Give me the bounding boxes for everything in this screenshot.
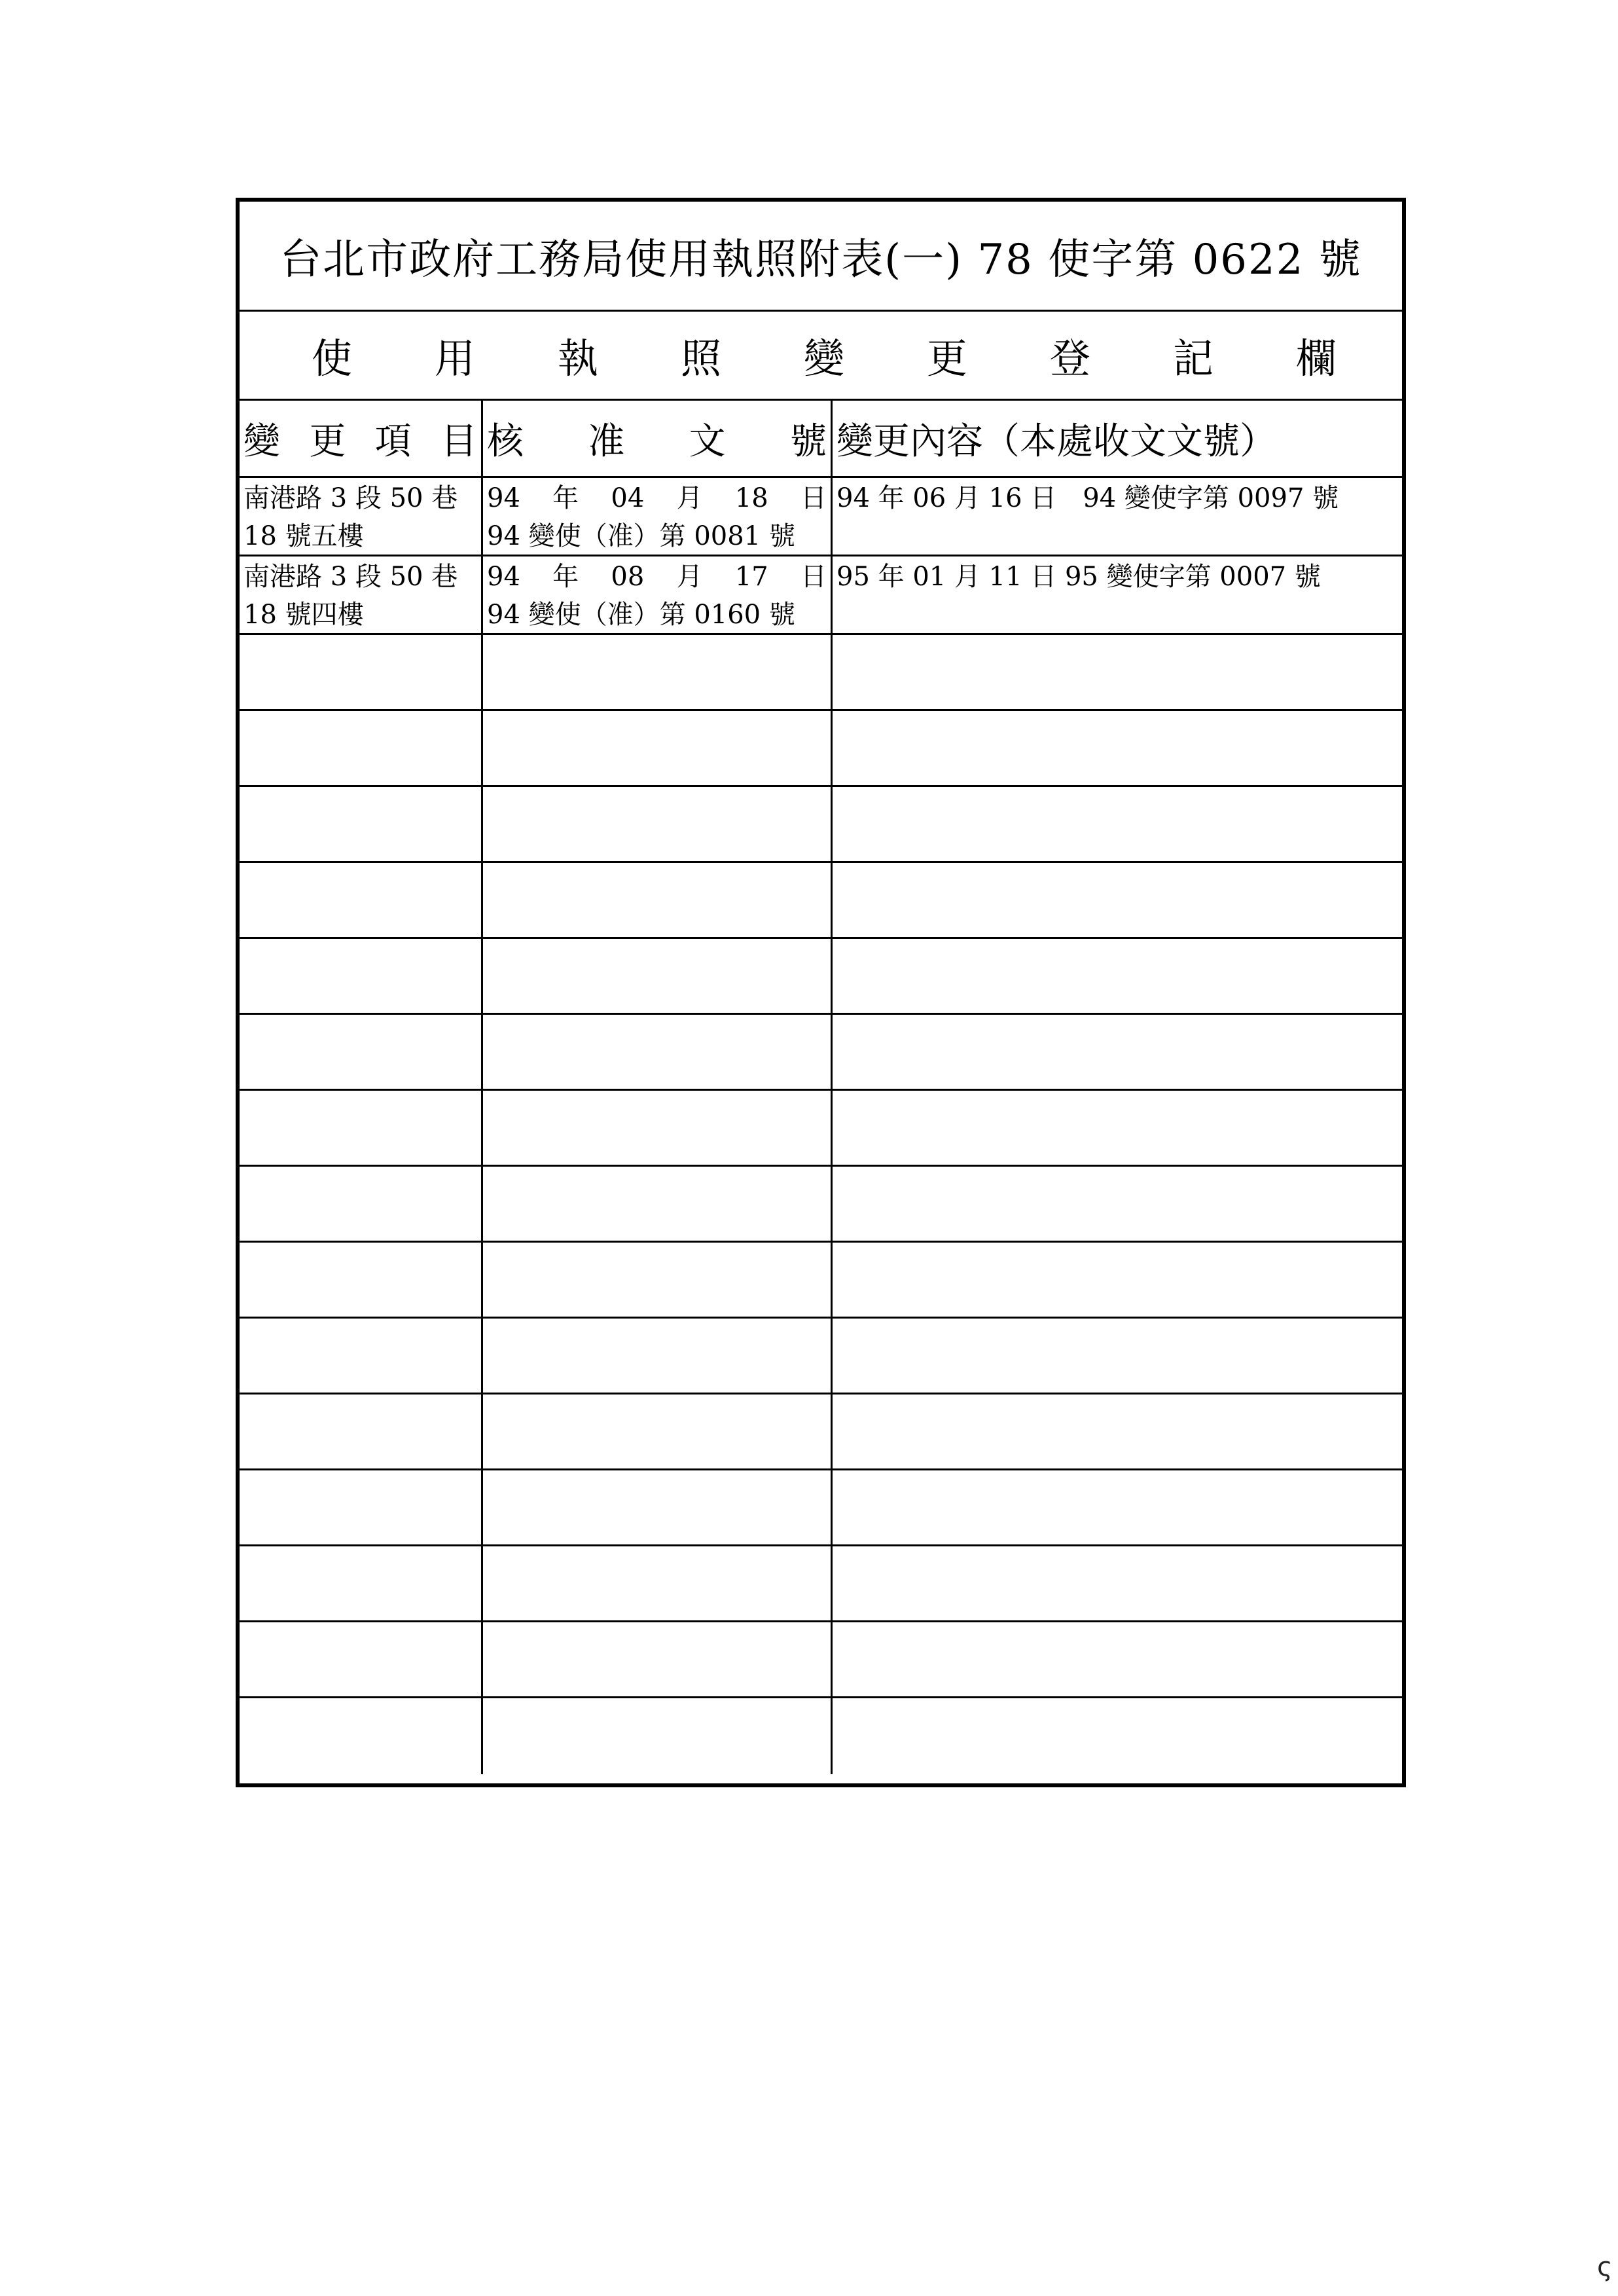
table-row-empty: [240, 939, 1402, 1015]
table-row-empty: [240, 1622, 1402, 1698]
empty-cell: [833, 1546, 1402, 1620]
table-row: [240, 478, 1402, 556]
subtitle-char: 變: [803, 335, 844, 382]
change-content-cell: 94 年 06 月 16 日 94 變使字第 0097 號: [836, 483, 1339, 513]
table-row-empty: [240, 1546, 1402, 1622]
empty-cell: [833, 863, 1402, 937]
empty-cell: [240, 1470, 483, 1544]
empty-cell: [483, 1319, 833, 1393]
table-row: [240, 556, 1402, 635]
empty-cell: [483, 863, 833, 937]
approval-number: 94 變使（准）第 0081 號: [487, 521, 795, 551]
subtitle-char: 照: [680, 335, 721, 382]
change-content-cell: 95 年 01 月 11 日 95 變使字第 0007 號: [836, 562, 1321, 592]
empty-cell: [240, 1394, 483, 1468]
table-row-empty: [240, 863, 1402, 939]
subtitle-char: 欄: [1295, 335, 1337, 382]
empty-cell: [240, 1546, 483, 1620]
empty-cell: [483, 1470, 833, 1544]
empty-cell: [240, 711, 483, 785]
empty-cell: [240, 1319, 483, 1393]
header-change-content: 變更內容（本處收文文號）: [836, 420, 1276, 463]
header-approval-number: 核 准 文 號: [483, 401, 833, 476]
empty-cell: [483, 1091, 833, 1165]
table-row-empty: [240, 1470, 1402, 1546]
subtitle-char: 登: [1049, 335, 1090, 382]
empty-cell: [483, 1546, 833, 1620]
table-row-empty: [240, 1167, 1402, 1243]
table-row-empty: [240, 1319, 1402, 1394]
empty-cell: [240, 787, 483, 861]
empty-cell: [483, 711, 833, 785]
register-table: [240, 401, 1402, 1774]
empty-cell: [483, 1622, 833, 1696]
empty-cell: [240, 1698, 483, 1774]
table-row-empty: [240, 787, 1402, 863]
change-item-cell: 南港路 3 段 50 巷 18 號四樓: [240, 556, 483, 633]
subtitle-char: 執: [557, 335, 598, 382]
table-row-empty: [240, 1698, 1402, 1774]
header-change-item: 變 更 項 目: [240, 401, 483, 476]
subtitle-char: 更: [926, 335, 967, 382]
empty-cell: [833, 787, 1402, 861]
handwritten-mark: ς: [1597, 2252, 1613, 2282]
table-header-row: [240, 401, 1402, 478]
empty-cell: [240, 1167, 483, 1241]
empty-cell: [240, 635, 483, 709]
table-row-empty: [240, 635, 1402, 711]
empty-cell: [240, 863, 483, 937]
empty-cell: [833, 939, 1402, 1013]
empty-cell: [240, 1622, 483, 1696]
empty-cell: [483, 635, 833, 709]
approval-date: 94 年 08 月 17 日: [487, 562, 827, 592]
empty-cell: [833, 1243, 1402, 1317]
empty-cell: [833, 1015, 1402, 1089]
empty-cell: [833, 1091, 1402, 1165]
empty-cell: [483, 1167, 833, 1241]
table-row-empty: [240, 711, 1402, 787]
empty-cell: [833, 1622, 1402, 1696]
empty-cell: [483, 787, 833, 861]
subtitle-char: 記: [1172, 335, 1214, 382]
table-row-empty: [240, 1015, 1402, 1091]
empty-cell: [833, 1167, 1402, 1241]
approval-number-cell: [483, 478, 833, 555]
empty-cell: [240, 939, 483, 1013]
subtitle-char: 使: [312, 335, 353, 382]
form-title: 台北市政府工務局使用執照附表(一) 78 使字第 0622 號: [240, 202, 1402, 312]
usage-permit-appendix-form: [236, 198, 1406, 1787]
empty-cell: [833, 635, 1402, 709]
empty-cell: [240, 1243, 483, 1317]
approval-number-cell: [483, 556, 833, 633]
subtitle-char: 用: [434, 335, 475, 382]
table-row-empty: [240, 1091, 1402, 1167]
empty-cell: [483, 1243, 833, 1317]
empty-cell: [483, 1394, 833, 1468]
table-row-empty: [240, 1394, 1402, 1470]
empty-cell: [833, 711, 1402, 785]
empty-cell: [833, 1470, 1402, 1544]
empty-cell: [240, 1015, 483, 1089]
change-item-cell: 南港路 3 段 50 巷 18 號五樓: [240, 478, 483, 555]
empty-cell: [483, 939, 833, 1013]
empty-cell: [483, 1698, 833, 1774]
empty-cell: [483, 1015, 833, 1089]
empty-cell: [833, 1698, 1402, 1774]
form-subtitle: [240, 312, 1402, 401]
approval-number: 94 變使（准）第 0160 號: [487, 600, 795, 630]
empty-cell: [240, 1091, 483, 1165]
blank-rows: [240, 635, 1402, 1774]
empty-cell: [833, 1394, 1402, 1468]
empty-cell: [833, 1319, 1402, 1393]
approval-date: 94 年 04 月 18 日: [487, 483, 827, 513]
table-row-empty: [240, 1243, 1402, 1319]
